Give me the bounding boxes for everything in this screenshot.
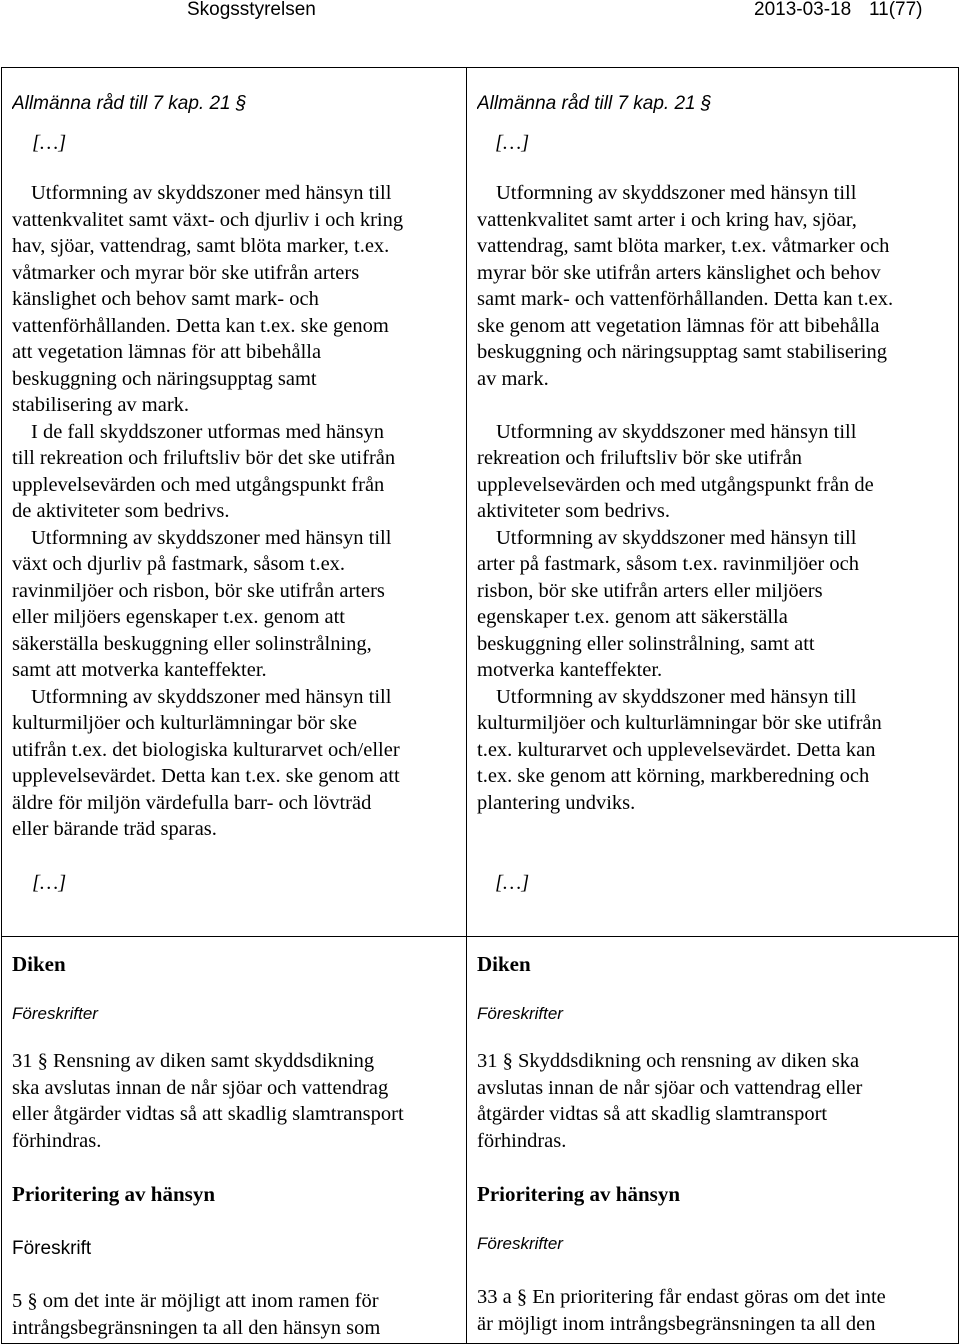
right-paragraph-31: [477, 1048, 862, 1154]
header-org: Skogsstyrelsen: [187, 0, 316, 20]
text-line: samt mark- och vattenförhållanden. Detta kan t.ex.: [477, 288, 894, 310]
text-line: Utformning av skyddszoner med hänsyn till: [496, 420, 857, 443]
right-paragraph-water: [477, 180, 893, 392]
text-line: säkerställa beskuggning eller solinstrålning,: [12, 632, 372, 655]
right-regulation-label: Föreskrifter: [477, 1234, 563, 1253]
text-line: Utformning av skyddszoner med hänsyn till: [31, 526, 392, 549]
text-line: äldre för miljön värdefulla barr- och lövträd: [12, 791, 372, 814]
right-paragraph-33a: [477, 1284, 886, 1337]
text-line: våtmarker och myrar bör ske utifrån arters: [12, 261, 360, 284]
text-line: plantering undviks.: [477, 791, 636, 814]
text-line: till rekreation och friluftsliv bör det ske utifrån: [12, 447, 396, 469]
right-heading: Allmänna råd till 7 kap. 21 §: [477, 93, 712, 114]
text-line: kulturmiljöer och kulturlämningar bör ske utifrån: [477, 712, 882, 734]
text-line: att vegetation lämnas för att bibehålla: [12, 341, 322, 363]
table-horizontal-divider: [1, 936, 959, 937]
right-paragraph-recreation: [477, 419, 893, 525]
left-paragraph-land: [12, 525, 403, 684]
text-line: vattenkvalitet samt växt- och djurliv i och kring: [12, 208, 404, 231]
text-line: upplevelsevärden och med utgångspunkt från de: [477, 473, 874, 496]
text-line: Utformning av skyddszoner med hänsyn till: [31, 685, 392, 708]
text-line: egenskaper t.ex. genom att säkerställa: [477, 606, 788, 628]
text-line: avslutas innan de når sjöar och vattendrag eller: [477, 1076, 863, 1099]
text-line: eller miljöers egenskaper t.ex. genom att: [12, 606, 346, 628]
text-line: eller åtgärder vidtas så att skadlig slamtransport: [12, 1103, 404, 1125]
text-line: utifrån t.ex. det biologiska kulturarvet och/eller: [12, 738, 400, 761]
text-line: de aktiviteter som bedrivs.: [12, 500, 230, 522]
text-line: 5 § om det inte är möjligt att inom ramen för: [12, 1290, 379, 1312]
text-line: växt och djurliv på fastmark, såsom t.ex.: [12, 553, 346, 575]
text-line: t.ex. ske genom att körning, markberedning och: [477, 765, 870, 787]
right-paragraph-culture: [477, 684, 893, 817]
right-top-cell: [477, 88, 955, 928]
text-line: är möjligt inom intrångsbegränsningen ta all den: [477, 1312, 876, 1335]
left-ellipsis-top: […]: [32, 132, 67, 154]
right-subtitle: Prioritering av hänsyn: [477, 1182, 680, 1206]
header-page-number: 11(77): [869, 0, 923, 20]
text-line: rekreation och friluftsliv bör ske utifrån: [477, 447, 803, 469]
header-date: 2013-03-18: [754, 0, 852, 20]
text-line: 33 a § En prioritering får endast göras om det inte: [477, 1286, 886, 1308]
right-regulations-label: Föreskrifter: [477, 1004, 563, 1023]
text-line: beskuggning eller solinstrålning, samt att: [477, 632, 815, 655]
left-paragraph-recreation: [12, 419, 403, 525]
text-line: Utformning av skyddszoner med hänsyn till: [31, 182, 392, 204]
text-line: upplevelsevärdet. Detta kan t.ex. ske genom att: [12, 765, 400, 787]
text-line: beskuggning och näringsupptag samt: [12, 367, 317, 390]
text-line: kulturmiljöer och kulturlämningar bör ske: [12, 712, 358, 734]
text-line: upplevelsevärden och med utgångspunkt från: [12, 473, 385, 496]
left-text-body: [12, 180, 403, 843]
text-line: ravinmiljöer och risbon, bör ske utifrån arters: [12, 579, 385, 602]
left-bottom-cell: [12, 940, 462, 1344]
text-line: förhindras.: [12, 1129, 102, 1152]
text-line: vattendrag, samt blöta marker, t.ex. våtmarker och: [477, 235, 890, 257]
text-line: hav, sjöar, vattendrag, samt blöta marker, t.ex.: [12, 235, 390, 257]
left-heading: Allmänna råd till 7 kap. 21 §: [12, 93, 247, 114]
right-paragraph-land: [477, 525, 893, 684]
left-regulations-label: Föreskrifter: [12, 1004, 98, 1023]
text-line: 31 § Skyddsdikning och rensning av diken ska: [477, 1050, 860, 1072]
left-regulation-label: Föreskrift: [12, 1238, 92, 1259]
right-ellipsis-bottom: […]: [495, 872, 530, 894]
text-line: aktiviteter som bedrivs.: [477, 500, 670, 522]
right-section-title: Diken: [477, 952, 531, 976]
right-bottom-cell: [477, 940, 955, 1344]
left-paragraph-31: [12, 1048, 404, 1154]
text-line: Utformning av skyddszoner med hänsyn till: [496, 685, 857, 708]
left-ellipsis-bottom: […]: [32, 872, 67, 894]
text-line: myrar bör ske utifrån arters känslighet och behov: [477, 261, 881, 284]
text-line: risbon, bör ske utifrån arters eller miljöers: [477, 579, 823, 602]
text-line: vattenkvalitet samt arter i och kring hav, sjöar,: [477, 208, 857, 231]
text-line: förhindras.: [477, 1129, 567, 1152]
text-line: av mark.: [477, 367, 549, 390]
text-line: stabilisering av mark.: [12, 394, 190, 416]
table-vertical-divider: [466, 67, 467, 1344]
text-line: åtgärder vidtas så att skadlig slamtransport: [477, 1103, 828, 1125]
text-line: I de fall skyddszoner utformas med hänsyn: [31, 420, 384, 443]
text-line: intrångsbegränsningen ta all den hänsyn som: [12, 1316, 381, 1339]
text-line: arter på fastmark, såsom t.ex. ravinmiljöer och: [477, 553, 859, 575]
text-line: Utformning av skyddszoner med hänsyn till: [496, 526, 857, 549]
left-paragraph-water: [12, 180, 403, 419]
text-line: vattenförhållanden. Detta kan t.ex. ske genom: [12, 314, 389, 337]
text-line: t.ex. kulturarvet och upplevelsevärdet. Detta kan: [477, 738, 876, 761]
left-paragraph-culture: [12, 684, 403, 843]
text-line: beskuggning och näringsupptag samt stabilisering: [477, 341, 887, 363]
left-section-title: Diken: [12, 952, 66, 976]
right-text-body: [477, 180, 893, 816]
text-line: Utformning av skyddszoner med hänsyn till: [496, 182, 857, 204]
left-paragraph-5: [12, 1288, 380, 1341]
text-line: ska avslutas innan de når sjöar och vattendrag: [12, 1076, 389, 1099]
right-ellipsis-top: […]: [495, 132, 530, 154]
text-line: ske genom att vegetation lämnas för att bibehålla: [477, 314, 880, 337]
text-line: känslighet och behov samt mark- och: [12, 288, 319, 310]
text-line: samt att motverka kanteffekter.: [12, 659, 267, 681]
text-line: 31 § Rensning av diken samt skyddsdikning: [12, 1050, 375, 1072]
left-top-cell: [12, 88, 462, 928]
text-line: eller bärande träd sparas.: [12, 818, 217, 840]
left-subtitle: Prioritering av hänsyn: [12, 1182, 215, 1206]
text-line: motverka kanteffekter.: [477, 659, 663, 681]
